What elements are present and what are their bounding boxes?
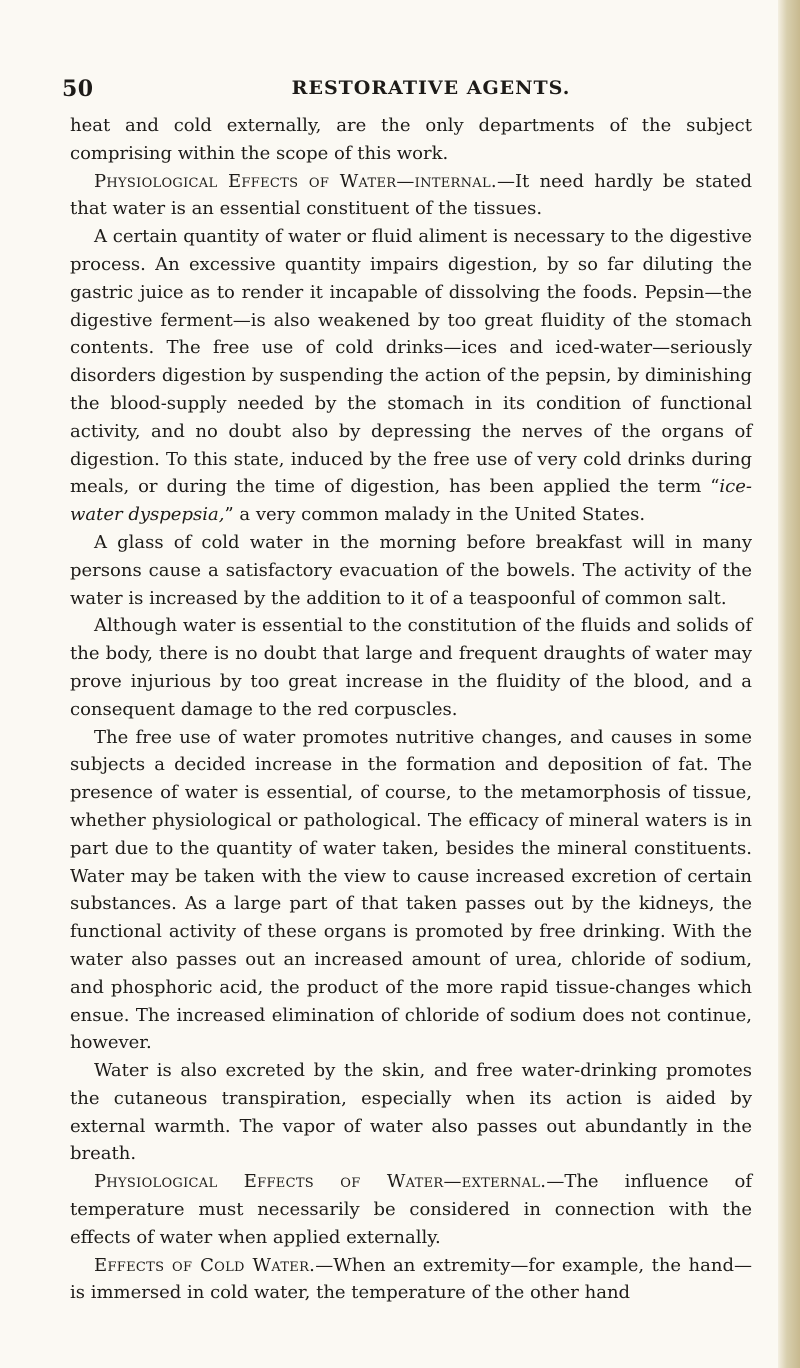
running-title: RESTORATIVE AGENTS. [291,77,571,99]
paragraph-continuation: heat and cold externally, are the only departments of the subject comprising within the scope of this work. [70,115,752,164]
paragraph-text: A certain quantity of water or fluid aliment is necessary to the digestive process. An excessive quantity impairs digestion, by so far diluting the gastric juice as to render it incapable of dissolving the foods. Pepsin—the digestive ferment—is also weakened by too great fluidity of the stomach contents. The free use of cold drinks—ices and iced-water—seriously disorders digestion by suspending the action of the pepsin, by diminishing the blood-supply needed by the stomach in its condition of functional activity, and no doubt also by depressing the nerves of the organs of digestion. To this state, induced by the free use of very cold drinks during meals, or during the time of digestion, has been applied the term “ [70,226,752,498]
paragraph-text: ” a very common malady in the United States. [224,504,646,526]
paragraph-text: —The influence of temperature must necessarily be considered in connection with the effects of water when applied externally. [70,1171,753,1248]
section-heading-external: Physiological Effects of Water—external. [94,1171,547,1193]
paragraph-skin-excretion: Water is also excreted by the skin, and free water-drinking promotes the cutaneous transpiration, especially when its action is aided by external warmth. The vapor of water also passes out abundantly in the breath. [70,1060,752,1165]
paragraph-digestion [70,223,752,529]
section-heading-internal: Physiological Effects of Water—internal. [94,170,497,192]
running-head [62,76,752,110]
italic-term: ice-water dyspepsia, [70,476,752,526]
paragraph-cold-water [70,1252,752,1308]
paragraph-fluids: Although water is essential to the constitution of the fluids and solids of the body, there is no doubt that large and frequent draughts of water may prove injurious by too great increase in the fluidity of the blood, and a consequent damage to the red corpuscles. [70,615,752,720]
paragraph-internal-effects [70,168,752,224]
paragraph-morning-water: A glass of cold water in the morning before breakfast will in many persons cause a satisfactory evacuation of the bowels. The activity of the water is increased by the addition to it of a teaspoonful of common salt. [70,531,752,609]
page-edge-shadow [778,0,800,1368]
paragraph-text: —When an extremity—for example, the hand—is immersed in cold water, the temperature of the other hand [70,1254,752,1304]
paragraph-external-effects [70,1168,752,1251]
page-number: 50 [62,76,94,102]
paragraph-text: —It need hardly be stated that water is an essential constituent of the tissues. [70,170,752,220]
book-page [62,76,753,1307]
section-heading-cold-water: Effects of Cold Water. [94,1254,316,1276]
paragraph-nutritive-changes: The free use of water promotes nutritive changes, and causes in some subjects a decided increase in the formation and deposition of fat. The presence of water is essential, of course, to the metamorphosis of tissue, whether physiological or pathological. The efficacy of mineral waters is in part due to the quantity of water taken, besides the mineral constituents. Water may be taken with the view to cause increased excretion of certain substances. As a large part of that taken passes out by the kidneys, the functional activity of these organs is promoted by free drinking. With the water also passes out an increased amount of urea, chloride of sodium, and phosphoric acid, the product of the more rapid tissue-changes which ensue. The increased elimination of chloride of sodium does not continue, however. [70,726,752,1054]
body-text [70,112,752,1307]
